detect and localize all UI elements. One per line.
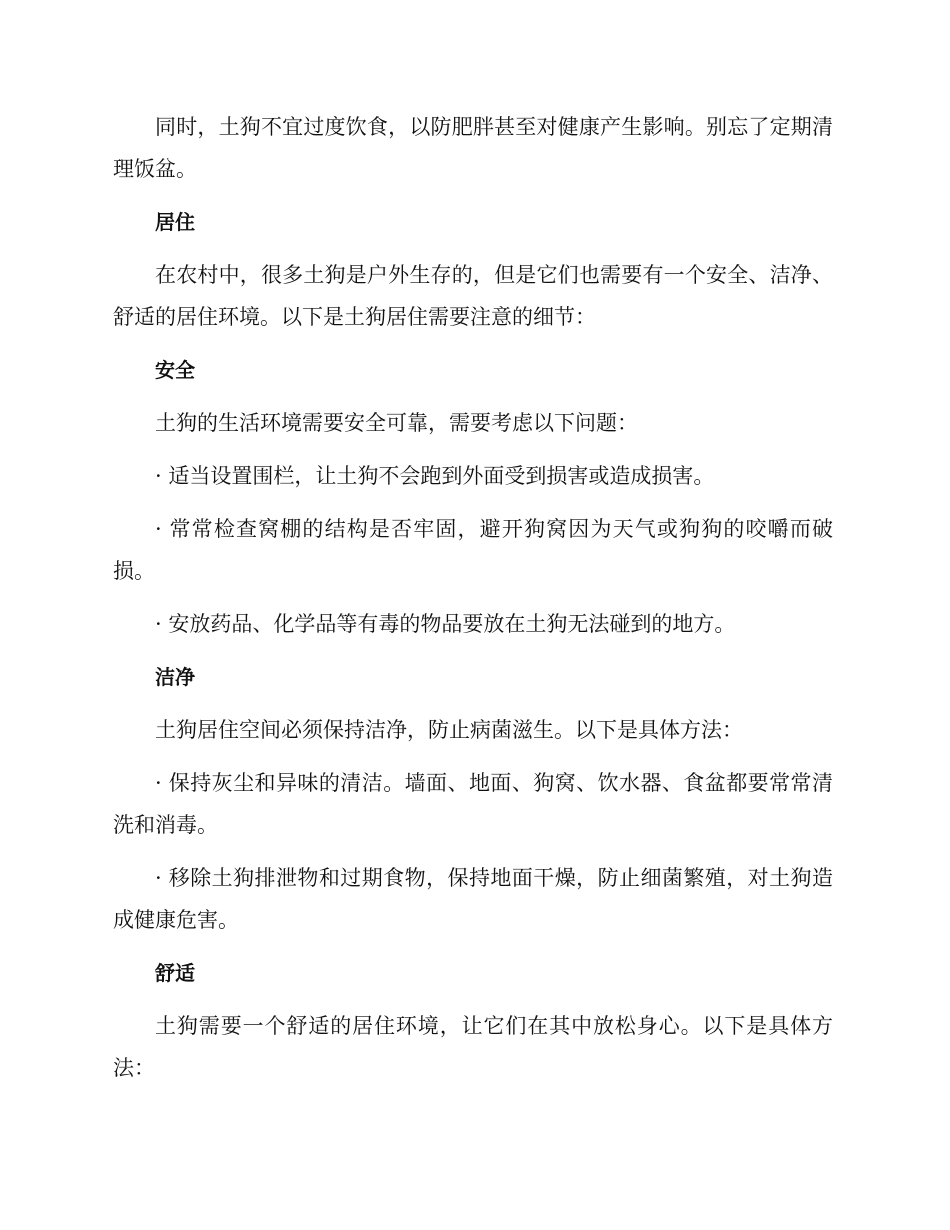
list-item-kennel-check: · 常常检查窝棚的结构是否牢固，避开狗窝因为天气或狗狗的咬嚼而破损。 <box>113 517 833 583</box>
section-heading-cleanliness: 洁净 <box>155 665 195 689</box>
section-heading-safety: 安全 <box>155 358 195 382</box>
document-body <box>113 106 833 1100</box>
paragraph-safety-intro: 土狗的生活环境需要安全可靠，需要考虑以下问题： <box>155 411 638 435</box>
paragraph-comfort-intro: 土狗需要一个舒适的居住环境，让它们在其中放松身心。以下是具体方法： <box>113 1014 833 1080</box>
section-heading-living: 居住 <box>155 210 195 234</box>
list-item-fence: · 适当设置围栏，让土狗不会跑到外面受到损害或造成损害。 <box>155 464 715 488</box>
paragraph-diet-note: 同时，土狗不宜过度饮食，以防肥胖甚至对健康产生影响。别忘了定期清理饭盆。 <box>113 115 833 181</box>
list-item-waste-removal: · 移除土狗排泄物和过期食物，保持地面干燥，防止细菌繁殖，对土狗造成健康危害。 <box>113 866 833 932</box>
list-item-toxic-storage: · 安放药品、化学品等有毒的物品要放在土狗无法碰到的地方。 <box>155 612 736 636</box>
list-item-dust-odor: · 保持灰尘和异味的清洁。墙面、地面、狗窝、饮水器、食盆都要常常清洗和消毒。 <box>113 771 833 837</box>
paragraph-living-intro: 在农村中，很多土狗是户外生存的，但是它们也需要有一个安全、洁净、舒适的居住环境。以下是土狗居住需要注意的细节： <box>113 263 833 329</box>
paragraph-cleanliness-intro: 土狗居住空间必须保持洁净，防止病菌滋生。以下是具体方法： <box>155 718 743 742</box>
section-heading-comfort: 舒适 <box>155 961 195 985</box>
